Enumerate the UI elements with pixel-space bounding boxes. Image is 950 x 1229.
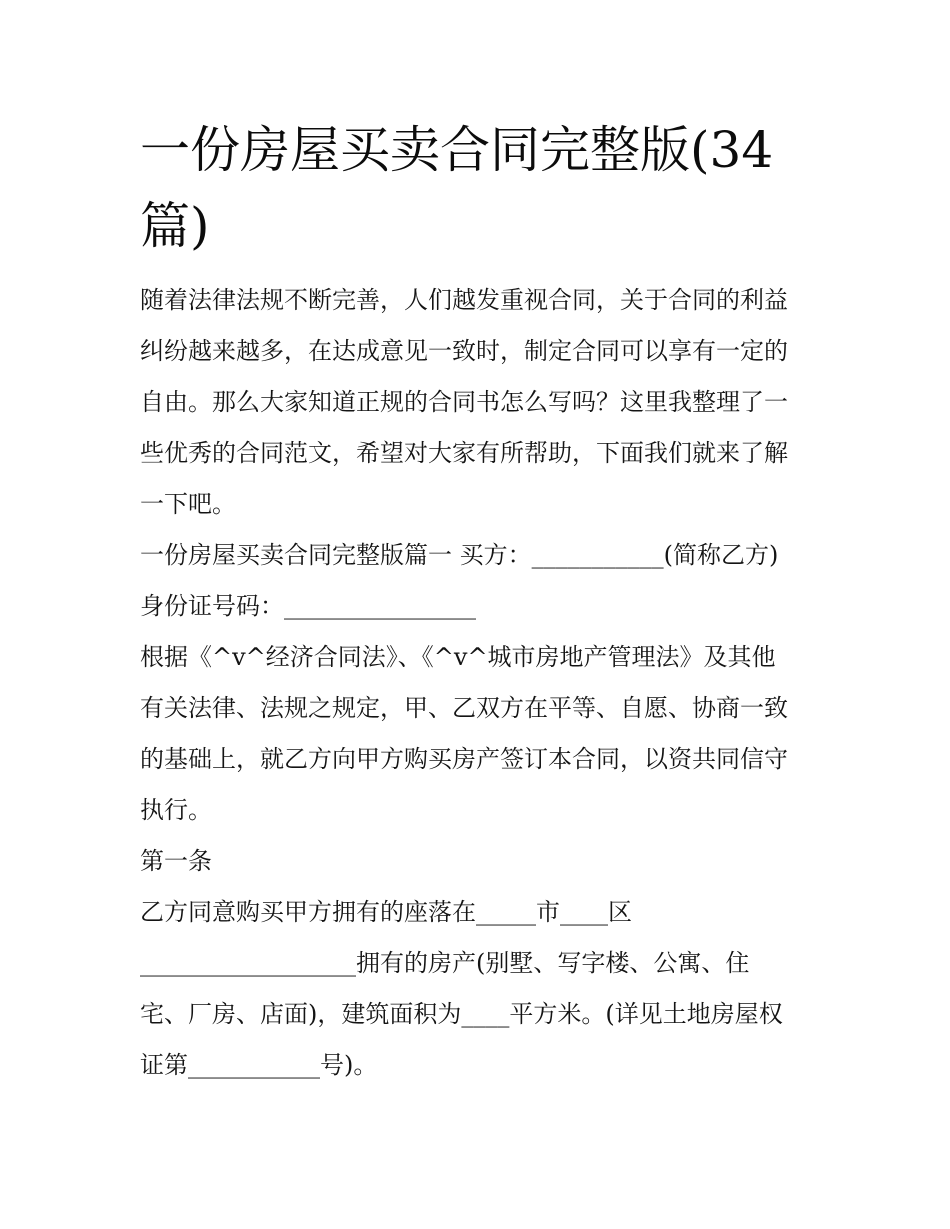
article-heading: 第一条 [140, 847, 212, 875]
buyer-info-paragraph: 一份房屋买卖合同完整版篇一 买方：___________(简称乙方) 身份证号码：________________ [140, 541, 779, 620]
document-title: 一份房屋买卖合同完整版(34 篇) [140, 121, 774, 255]
intro-paragraph: 随着法律法规不断完善，人们越发重视合同，关于合同的利益 纠纷越来越多，在达成意见一致时，制定合同可以享有一定的 自由。那么大家知道正规的合同书怎么写吗？这里我整理了一 些优秀的合同范文，希望对大家有所帮助，下面我们就来了解 一下吧。 [140, 286, 788, 518]
legal-basis-paragraph: 根据《^v^经济合同法》、《^v^城市房地产管理法》及其他 有关法律、法规之规定，甲、乙双方在平等、自愿、协商一致 的基础上，就乙方向甲方购买房产签订本合同，以资共同信守 执行。 [140, 643, 788, 824]
property-description-paragraph: 乙方同意购买甲方拥有的座落在_____市____区 __________________拥有的房产(别墅、写字楼、公寓、住 宅、厂房、店面)，建筑面积为____平方米。(详见土地房屋权 证第___________号)。 [140, 898, 783, 1079]
document-body [140, 275, 830, 1091]
